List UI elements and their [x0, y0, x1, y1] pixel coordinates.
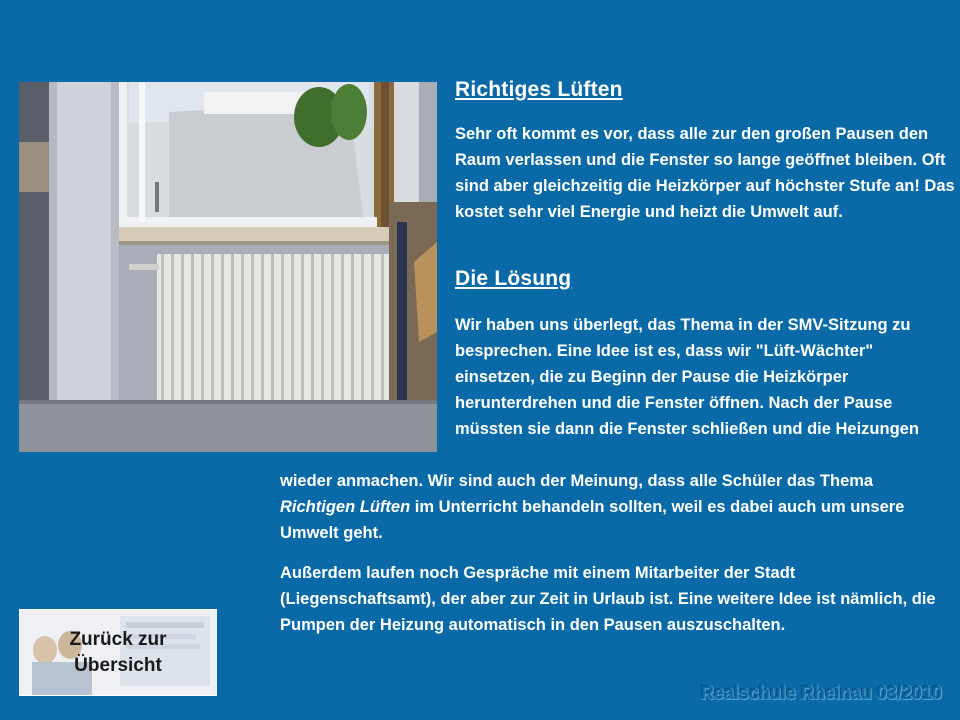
loesung-part2-after: im Unterricht behandeln sollten, weil es dabei auch um unsere Umwelt geht.	[280, 498, 905, 542]
back-label-line1: Zurück zur	[69, 629, 167, 650]
back-to-overview-button[interactable]	[19, 609, 217, 696]
section-title-richtiges-lueften: Richtiges Lüften	[455, 78, 623, 101]
section-text-richtiges-lueften: Sehr oft kommt es vor, dass alle zur den großen Pausen den Raum verlassen und die Fenster so lange geöffnet bleiben. Oft sind aber gleichzeitig die Heizkörper auf höchster Stufe an! Das kostet sehr viel Energie und heizt die Umwelt auf.	[455, 125, 955, 221]
section-text-loesung-part1: Wir haben uns überlegt, das Thema in der SMV-Sitzung zu besprechen. Eine Idee ist es, dass wir "Lüft-Wächter" einsetzen, die zu Beginn der Pause die Heizkörper herunterdrehen und die Fenster öffnen. Nach der Pause müssten sie dann die Fenster schließen und die Heizungen	[455, 316, 919, 438]
loesung-part2-before: wieder anmachen. Wir sind auch der Meinung, dass alle Schüler das Thema	[280, 472, 874, 490]
loesung-part2-italic: Richtigen Lüften	[280, 498, 411, 516]
back-label-line2: Übersicht	[74, 655, 162, 676]
school-watermark: Realschule Rheinau 03/2010	[700, 683, 942, 703]
section-title-die-loesung: Die Lösung	[455, 267, 572, 290]
classroom-radiator-photo	[19, 82, 437, 452]
back-label	[20, 627, 216, 679]
section-text-loesung-part2	[280, 468, 950, 546]
section-text-loesung-part3: Außerdem laufen noch Gespräche mit einem Mitarbeiter der Stadt (Liegenschaftsamt), der aber zur Zeit in Urlaub ist. Eine weitere Idee ist nämlich, die Pumpen der Heizung automatisch in den Pausen auszuschalten.	[280, 564, 936, 634]
